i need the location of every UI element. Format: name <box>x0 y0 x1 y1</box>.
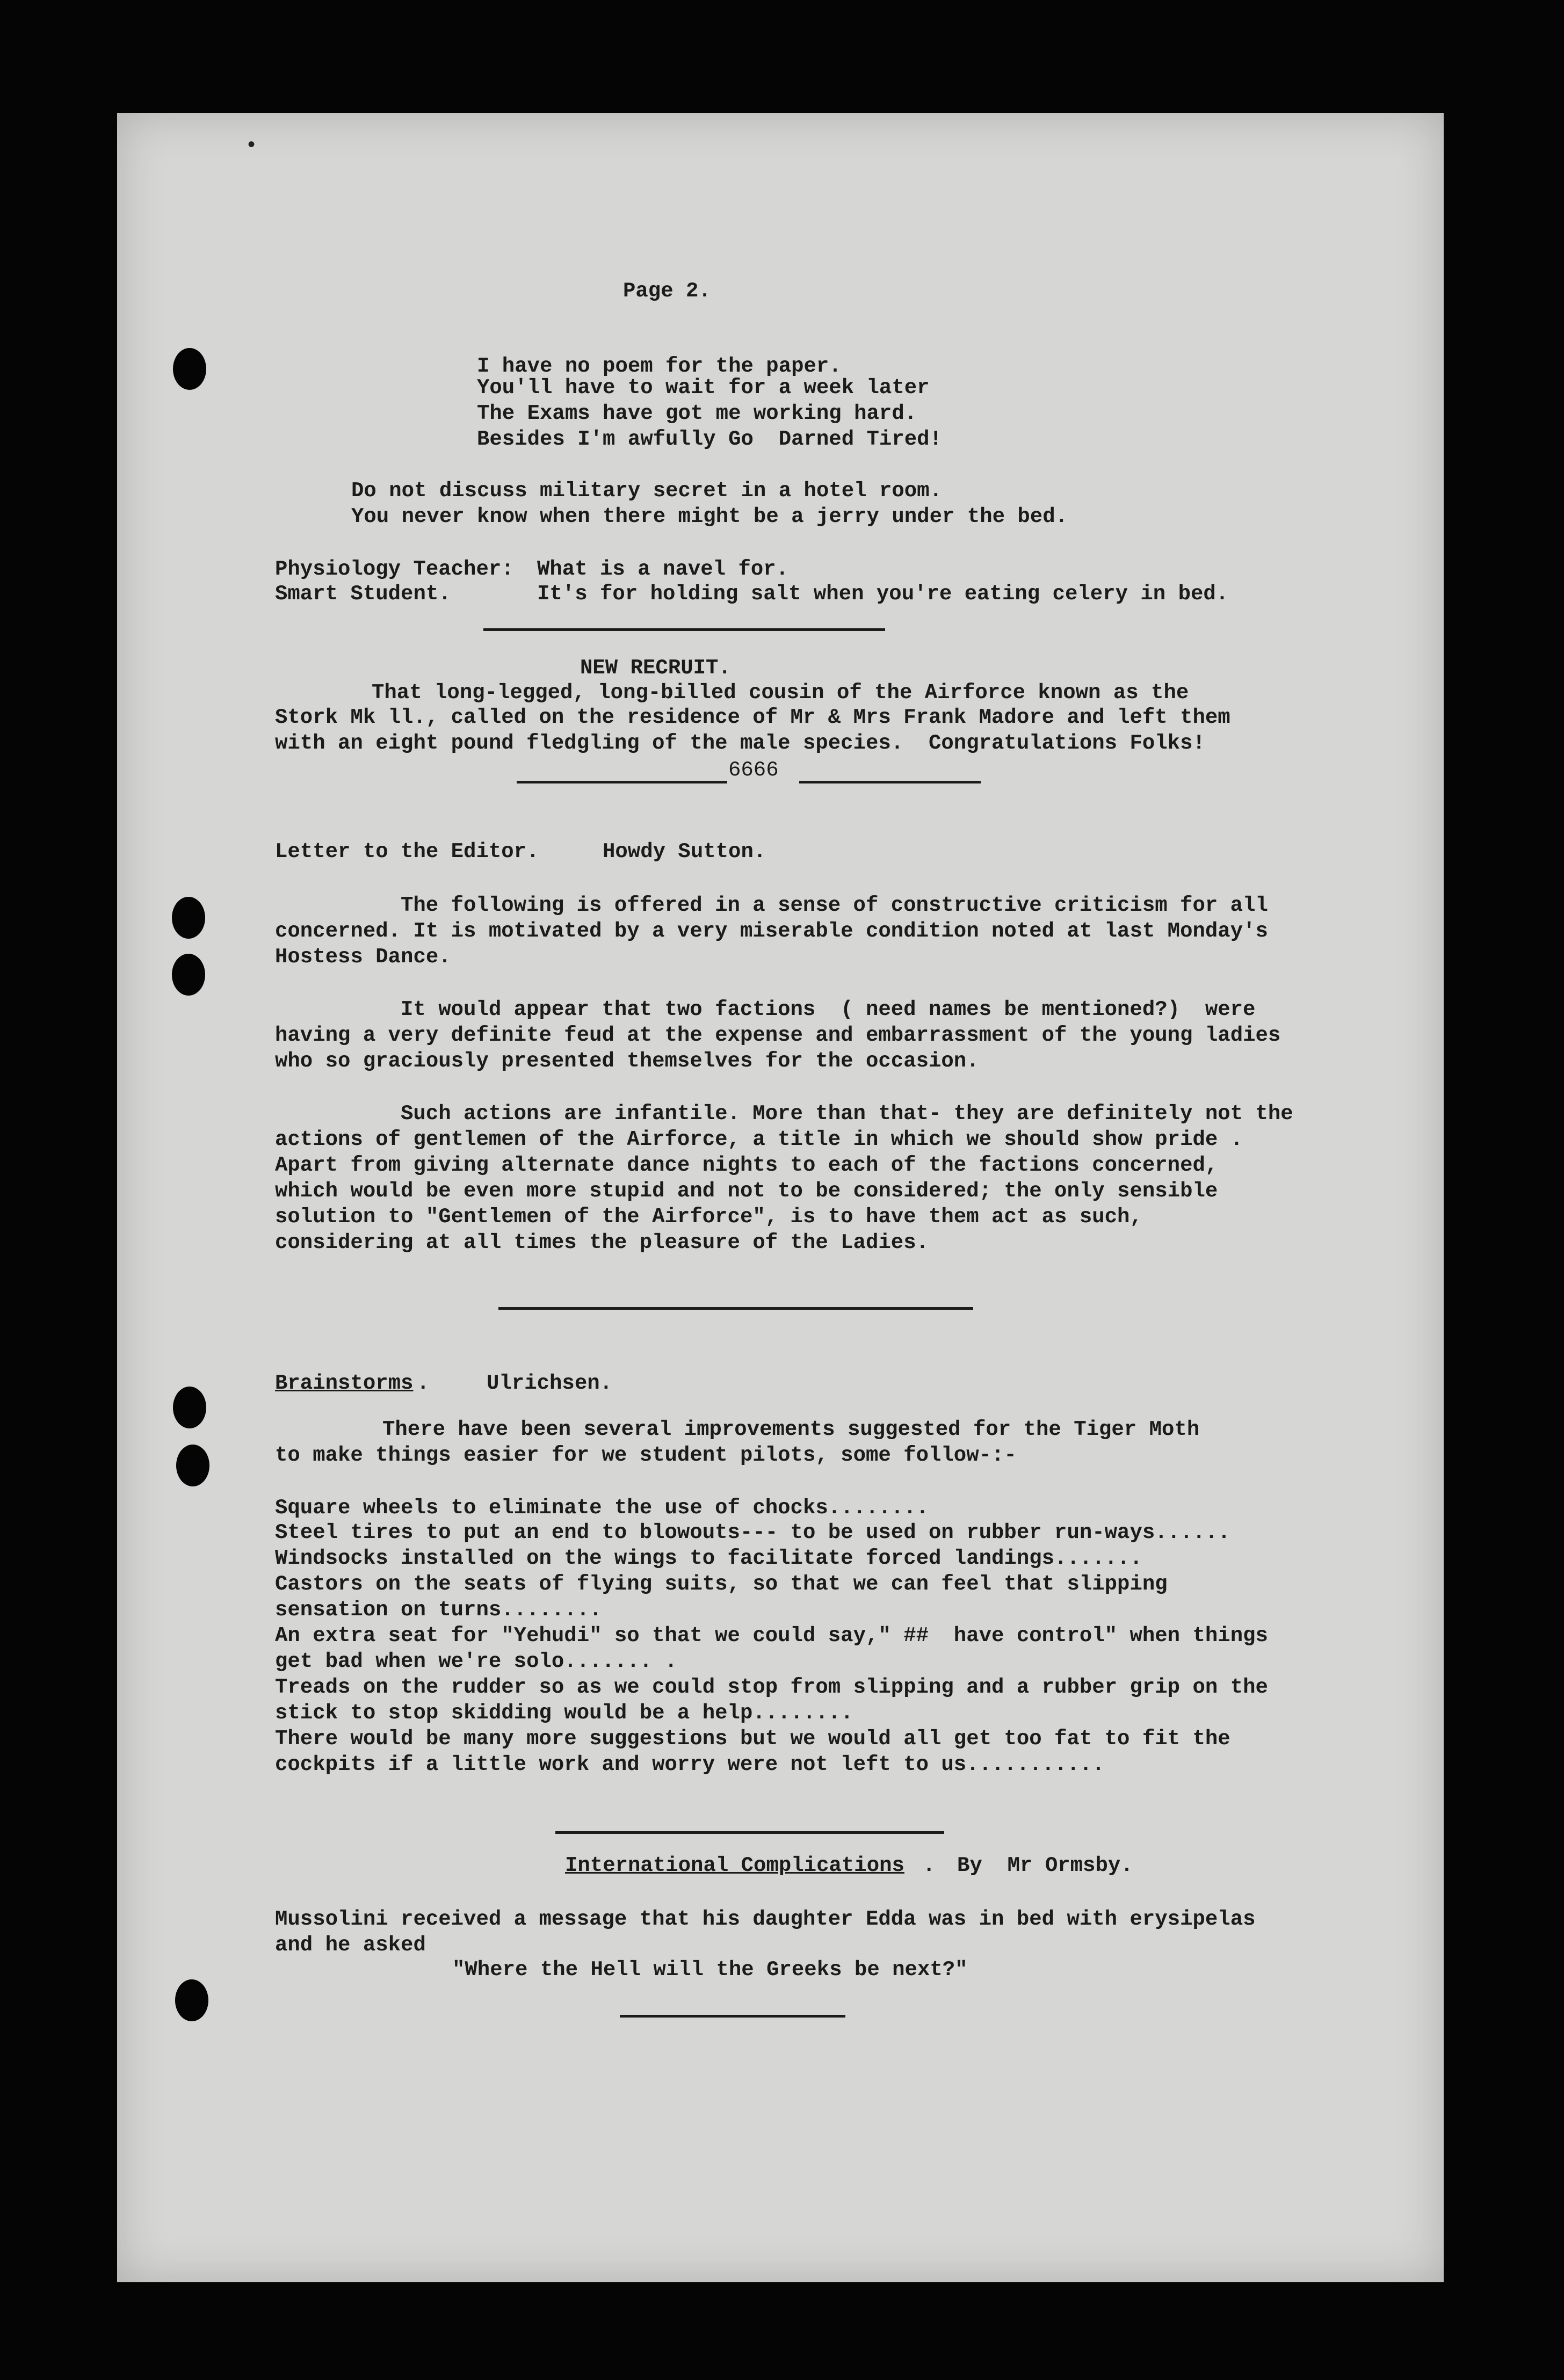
joke-student-line: It's for holding salt when you're eating celery in bed. <box>537 582 1229 606</box>
brainstorms-heading: Brainstorms <box>275 1372 414 1395</box>
joke-teacher-label: Physiology Teacher: <box>275 557 514 581</box>
brainstorms-item: Square wheels to eliminate the use of chocks........ <box>275 1496 929 1520</box>
new-recruit-line: Stork Mk ll., called on the residence of Mr & Mrs Frank Madore and left them <box>275 706 1230 729</box>
punch-hole <box>173 348 206 390</box>
letter-line: It would appear that two factions ( need names be mentioned?) were <box>401 998 1256 1021</box>
letter-line: Hostess Dance. <box>275 945 451 969</box>
punch-hole <box>173 1387 206 1428</box>
brainstorms-item: There would be many more suggestions but we would all get too fat to fit the <box>275 1727 1230 1751</box>
punch-hole <box>172 897 205 939</box>
poem-line: Besides I'm awfully Go Darned Tired! <box>477 427 942 451</box>
document-page <box>117 113 1444 2282</box>
poem-line: The Exams have got me working hard. <box>477 402 917 425</box>
brainstorms-item: stick to stop skidding would be a help........ <box>275 1701 853 1725</box>
joke-line: Do not discuss military secret in a hotel room. <box>351 479 942 503</box>
letter-line: solution to "Gentlemen of the Airforce", is to have them act as such, <box>275 1205 1142 1229</box>
joke-student-label: Smart Student. <box>275 582 451 606</box>
international-quote: "Where the Hell will the Greeks be next?" <box>452 1958 968 1982</box>
corner-scratch-mark: • <box>245 134 258 158</box>
joke-line: You never know when there might be a jerry under the bed. <box>351 505 1068 528</box>
punch-hole <box>172 954 205 996</box>
divider <box>483 628 885 631</box>
brainstorms-item: sensation on turns........ <box>275 1598 602 1622</box>
divider <box>555 1831 944 1834</box>
divider <box>498 1307 973 1310</box>
brainstorms-item: Windsocks installed on the wings to facilitate forced landings....... <box>275 1547 1142 1570</box>
divider <box>517 781 727 783</box>
letter-line: having a very definite feud at the expense and embarrassment of the young ladies <box>275 1024 1281 1047</box>
letter-heading: Letter to the Editor. <box>275 840 539 864</box>
joke-teacher-line: What is a navel for. <box>537 557 789 581</box>
new-recruit-title: NEW RECRUIT. <box>580 656 731 680</box>
letter-line: which would be even more stupid and not to be considered; the only sensible <box>275 1179 1218 1203</box>
poem-line: You'll have to wait for a week later <box>477 376 930 400</box>
international-line: Mussolini received a message that his daughter Edda was in bed with erysipelas <box>275 1907 1256 1931</box>
international-heading-period: . <box>923 1854 936 1877</box>
letter-author: Howdy Sutton. <box>603 840 766 864</box>
letter-line: actions of gentlemen of the Airforce, a title in which we should show pride . <box>275 1128 1243 1151</box>
brainstorms-item: Steel tires to put an end to blowouts--- to be used on rubber run-ways...... <box>275 1521 1230 1544</box>
brainstorms-item: Castors on the seats of flying suits, so that we can feel that slipping <box>275 1572 1168 1596</box>
brainstorms-item: cockpits if a little work and worry were not left to us........... <box>275 1753 1105 1776</box>
divider-number: 6666 <box>728 758 779 782</box>
international-heading: International Complications <box>565 1854 904 1877</box>
new-recruit-line: with an eight pound fledgling of the male species. Congratulations Folks! <box>275 731 1205 755</box>
letter-line: who so graciously presented themselves for the occasion. <box>275 1049 979 1073</box>
poem-line: I have no poem for the paper. <box>477 354 842 378</box>
punch-hole <box>175 1979 208 2021</box>
punch-hole <box>176 1445 209 1486</box>
international-byline: By Mr Ormsby. <box>957 1854 1133 1877</box>
page-number: Page 2. <box>623 279 711 303</box>
divider <box>620 2015 845 2018</box>
letter-line: Such actions are infantile. More than that- they are definitely not the <box>401 1102 1293 1126</box>
letter-line: considering at all times the pleasure of the Ladies. <box>275 1231 929 1254</box>
brainstorms-intro: to make things easier for we student pilots, some follow-:- <box>275 1443 1017 1467</box>
international-line: and he asked <box>275 1933 426 1957</box>
divider <box>799 781 981 783</box>
brainstorms-heading-period: . <box>417 1372 430 1395</box>
brainstorms-intro: There have been several improvements suggested for the Tiger Moth <box>382 1418 1200 1441</box>
brainstorms-item: An extra seat for "Yehudi" so that we could say," ## have control" when things <box>275 1624 1268 1648</box>
brainstorms-item: Treads on the rudder so as we could stop from slipping and a rubber grip on the <box>275 1675 1268 1699</box>
letter-line: Apart from giving alternate dance nights to each of the factions concerned, <box>275 1153 1218 1177</box>
letter-line: concerned. It is motivated by a very miserable condition noted at last Monday's <box>275 919 1268 943</box>
new-recruit-line: That long-legged, long-billed cousin of the Airforce known as the <box>372 681 1189 705</box>
brainstorms-author: Ulrichsen. <box>487 1372 613 1395</box>
brainstorms-item: get bad when we're solo....... . <box>275 1650 677 1673</box>
letter-line: The following is offered in a sense of constructive criticism for all <box>401 894 1268 917</box>
